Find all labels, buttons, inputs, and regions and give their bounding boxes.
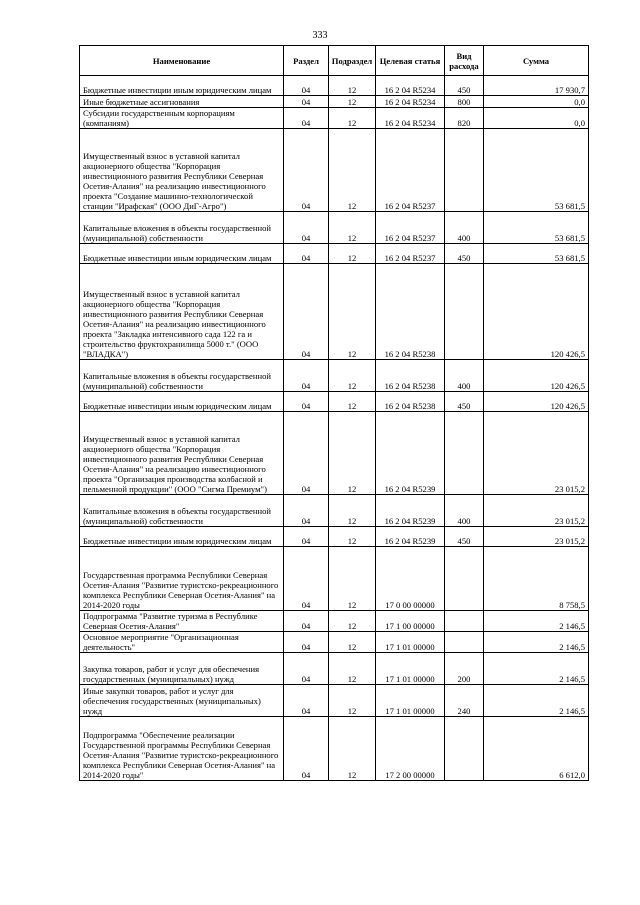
cell-amount: 2 146,5 bbox=[484, 653, 589, 685]
cell-type: 200 bbox=[445, 653, 484, 685]
cell-section: 04 bbox=[284, 244, 329, 264]
header-amount: Сумма bbox=[484, 46, 589, 76]
cell-name: Бюджетные инвестиции иным юридическим лицам bbox=[80, 527, 284, 547]
cell-subsection: 12 bbox=[329, 653, 376, 685]
cell-name: Бюджетные инвестиции иным юридическим лицам bbox=[80, 392, 284, 412]
table-row bbox=[80, 264, 589, 360]
cell-section: 04 bbox=[284, 76, 329, 96]
cell-name: Закупка товаров, работ и услуг для обеспечения государственных (муниципальных) нужд bbox=[80, 653, 284, 685]
table-header-row bbox=[80, 46, 589, 76]
cell-amount: 53 681,5 bbox=[484, 244, 589, 264]
table-row bbox=[80, 495, 589, 527]
cell-target: 17 1 01 00000 bbox=[376, 653, 445, 685]
cell-amount: 23 015,2 bbox=[484, 412, 589, 495]
cell-subsection: 12 bbox=[329, 264, 376, 360]
cell-name: Бюджетные инвестиции иным юридическим лицам bbox=[80, 76, 284, 96]
table-row bbox=[80, 412, 589, 495]
cell-amount: 2 146,5 bbox=[484, 685, 589, 717]
cell-target: 16 2 04 R5239 bbox=[376, 527, 445, 547]
table-row bbox=[80, 632, 589, 653]
table-row bbox=[80, 717, 589, 781]
cell-type: 820 bbox=[445, 108, 484, 129]
cell-subsection: 12 bbox=[329, 212, 376, 244]
table-row bbox=[80, 611, 589, 632]
table-row bbox=[80, 96, 589, 108]
cell-name: Подпрограмма "Развитие туризма в Республике Северная Осетия-Алания" bbox=[80, 611, 284, 632]
cell-target: 16 2 04 R5239 bbox=[376, 495, 445, 527]
cell-name: Иные закупки товаров, работ и услуг для обеспечения государственных (муниципальных) нужд bbox=[80, 685, 284, 717]
cell-section: 04 bbox=[284, 392, 329, 412]
cell-section: 04 bbox=[284, 96, 329, 108]
table-row bbox=[80, 244, 589, 264]
cell-target: 16 2 04 R5239 bbox=[376, 412, 445, 495]
cell-amount: 2 146,5 bbox=[484, 632, 589, 653]
header-section: Раздел bbox=[284, 46, 329, 76]
table-row bbox=[80, 212, 589, 244]
cell-type bbox=[445, 547, 484, 611]
cell-section: 04 bbox=[284, 611, 329, 632]
cell-subsection: 12 bbox=[329, 611, 376, 632]
cell-type bbox=[445, 412, 484, 495]
cell-name: Имущественный взнос в уставной капитал акционерного общества "Корпорация инвестиционного развития Республики Северная Осетия-Алания" на реализацию инвестиционного проекта "Создание машинно-технологической станции "Ирафская" (ООО ДиГ-Агро") bbox=[80, 129, 284, 212]
header-target: Целевая статья bbox=[376, 46, 445, 76]
cell-section: 04 bbox=[284, 547, 329, 611]
cell-type: 400 bbox=[445, 360, 484, 392]
cell-type: 450 bbox=[445, 76, 484, 96]
cell-subsection: 12 bbox=[329, 412, 376, 495]
cell-subsection: 12 bbox=[329, 76, 376, 96]
cell-subsection: 12 bbox=[329, 392, 376, 412]
cell-name: Государственная программа Республики Северная Осетия-Алания "Развитие туристско-рекреационного комплекса Республики Северная Осетия-Алания" на 2014-2020 годы bbox=[80, 547, 284, 611]
cell-type bbox=[445, 717, 484, 781]
cell-target: 17 1 01 00000 bbox=[376, 632, 445, 653]
cell-name: Имущественный взнос в уставной капитал акционерного общества "Корпорация инвестиционного развития Республики Северная Осетия-Алания" на реализацию инвестиционного проекта "Организация производства колбасной и пельменной продукции" (ООО "Сигма Премиум") bbox=[80, 412, 284, 495]
cell-amount: 6 612,0 bbox=[484, 717, 589, 781]
cell-amount: 53 681,5 bbox=[484, 212, 589, 244]
cell-amount: 23 015,2 bbox=[484, 495, 589, 527]
cell-subsection: 12 bbox=[329, 96, 376, 108]
cell-name: Подпрограмма "Обеспечение реализации Государственной программы Республики Северная Осетия-Алания "Развитие туристско-рекреационного комплекса Республики Северная Осетия-Алания" на 2014-2020 годы" bbox=[80, 717, 284, 781]
table-row bbox=[80, 108, 589, 129]
cell-section: 04 bbox=[284, 527, 329, 547]
cell-amount: 120 426,5 bbox=[484, 392, 589, 412]
cell-subsection: 12 bbox=[329, 108, 376, 129]
table-row bbox=[80, 392, 589, 412]
header-type: Вид расхода bbox=[445, 46, 484, 76]
cell-subsection: 12 bbox=[329, 547, 376, 611]
cell-amount: 23 015,2 bbox=[484, 527, 589, 547]
cell-type bbox=[445, 129, 484, 212]
cell-amount: 2 146,5 bbox=[484, 611, 589, 632]
cell-amount: 0,0 bbox=[484, 108, 589, 129]
page-number: 333 bbox=[312, 30, 328, 41]
cell-amount: 120 426,5 bbox=[484, 264, 589, 360]
cell-section: 04 bbox=[284, 108, 329, 129]
cell-target: 16 2 04 R5234 bbox=[376, 96, 445, 108]
cell-type bbox=[445, 264, 484, 360]
cell-subsection: 12 bbox=[329, 360, 376, 392]
cell-section: 04 bbox=[284, 264, 329, 360]
cell-amount: 8 758,5 bbox=[484, 547, 589, 611]
cell-target: 16 2 04 R5238 bbox=[376, 392, 445, 412]
cell-target: 17 2 00 00000 bbox=[376, 717, 445, 781]
cell-subsection: 12 bbox=[329, 495, 376, 527]
cell-name: Субсидии государственным корпорациям (компаниям) bbox=[80, 108, 284, 129]
cell-type: 450 bbox=[445, 392, 484, 412]
cell-type: 400 bbox=[445, 495, 484, 527]
cell-type bbox=[445, 632, 484, 653]
cell-name: Основное мероприятие "Организационная деятельность" bbox=[80, 632, 284, 653]
cell-amount: 0,0 bbox=[484, 96, 589, 108]
cell-amount: 17 930,7 bbox=[484, 76, 589, 96]
cell-name: Иные бюджетные ассигнования bbox=[80, 96, 284, 108]
cell-section: 04 bbox=[284, 412, 329, 495]
cell-type: 450 bbox=[445, 244, 484, 264]
cell-subsection: 12 bbox=[329, 129, 376, 212]
cell-section: 04 bbox=[284, 653, 329, 685]
cell-amount: 120 426,5 bbox=[484, 360, 589, 392]
cell-type: 800 bbox=[445, 96, 484, 108]
cell-name: Капитальные вложения в объекты государственной (муниципальной) собственности bbox=[80, 360, 284, 392]
table-row bbox=[80, 360, 589, 392]
cell-section: 04 bbox=[284, 360, 329, 392]
cell-name: Капитальные вложения в объекты государственной (муниципальной) собственности bbox=[80, 212, 284, 244]
header-name: Наименование bbox=[80, 46, 284, 76]
cell-target: 16 2 04 R5234 bbox=[376, 108, 445, 129]
cell-target: 17 1 01 00000 bbox=[376, 685, 445, 717]
cell-amount: 53 681,5 bbox=[484, 129, 589, 212]
table-row bbox=[80, 685, 589, 717]
cell-subsection: 12 bbox=[329, 527, 376, 547]
cell-subsection: 12 bbox=[329, 685, 376, 717]
cell-section: 04 bbox=[284, 717, 329, 781]
cell-type: 450 bbox=[445, 527, 484, 547]
table-row bbox=[80, 129, 589, 212]
cell-target: 16 2 04 R5237 bbox=[376, 244, 445, 264]
cell-subsection: 12 bbox=[329, 244, 376, 264]
cell-target: 16 2 04 R5238 bbox=[376, 264, 445, 360]
cell-subsection: 12 bbox=[329, 632, 376, 653]
cell-name: Бюджетные инвестиции иным юридическим лицам bbox=[80, 244, 284, 264]
cell-section: 04 bbox=[284, 685, 329, 717]
cell-target: 16 2 04 R5237 bbox=[376, 212, 445, 244]
cell-section: 04 bbox=[284, 129, 329, 212]
table-row bbox=[80, 527, 589, 547]
table-row bbox=[80, 653, 589, 685]
table-row bbox=[80, 547, 589, 611]
cell-name: Имущественный взнос в уставной капитал акционерного общества "Корпорация инвестиционного развития Республики Северная Осетия-Алания" на реализацию инвестиционного проекта "Закладка интенсивного сада 122 га и строительство фруктохранилища 5000 т." (ООО "ВЛАДКА") bbox=[80, 264, 284, 360]
cell-section: 04 bbox=[284, 495, 329, 527]
cell-section: 04 bbox=[284, 212, 329, 244]
cell-target: 16 2 04 R5238 bbox=[376, 360, 445, 392]
cell-type bbox=[445, 611, 484, 632]
header-subsection: Подраздел bbox=[329, 46, 376, 76]
cell-subsection: 12 bbox=[329, 717, 376, 781]
budget-table bbox=[79, 45, 589, 781]
cell-target: 16 2 04 R5237 bbox=[376, 129, 445, 212]
cell-type: 240 bbox=[445, 685, 484, 717]
cell-type: 400 bbox=[445, 212, 484, 244]
cell-target: 17 0 00 00000 bbox=[376, 547, 445, 611]
cell-target: 17 1 00 00000 bbox=[376, 611, 445, 632]
cell-name: Капитальные вложения в объекты государственной (муниципальной) собственности bbox=[80, 495, 284, 527]
table-row bbox=[80, 76, 589, 96]
cell-target: 16 2 04 R5234 bbox=[376, 76, 445, 96]
cell-section: 04 bbox=[284, 632, 329, 653]
